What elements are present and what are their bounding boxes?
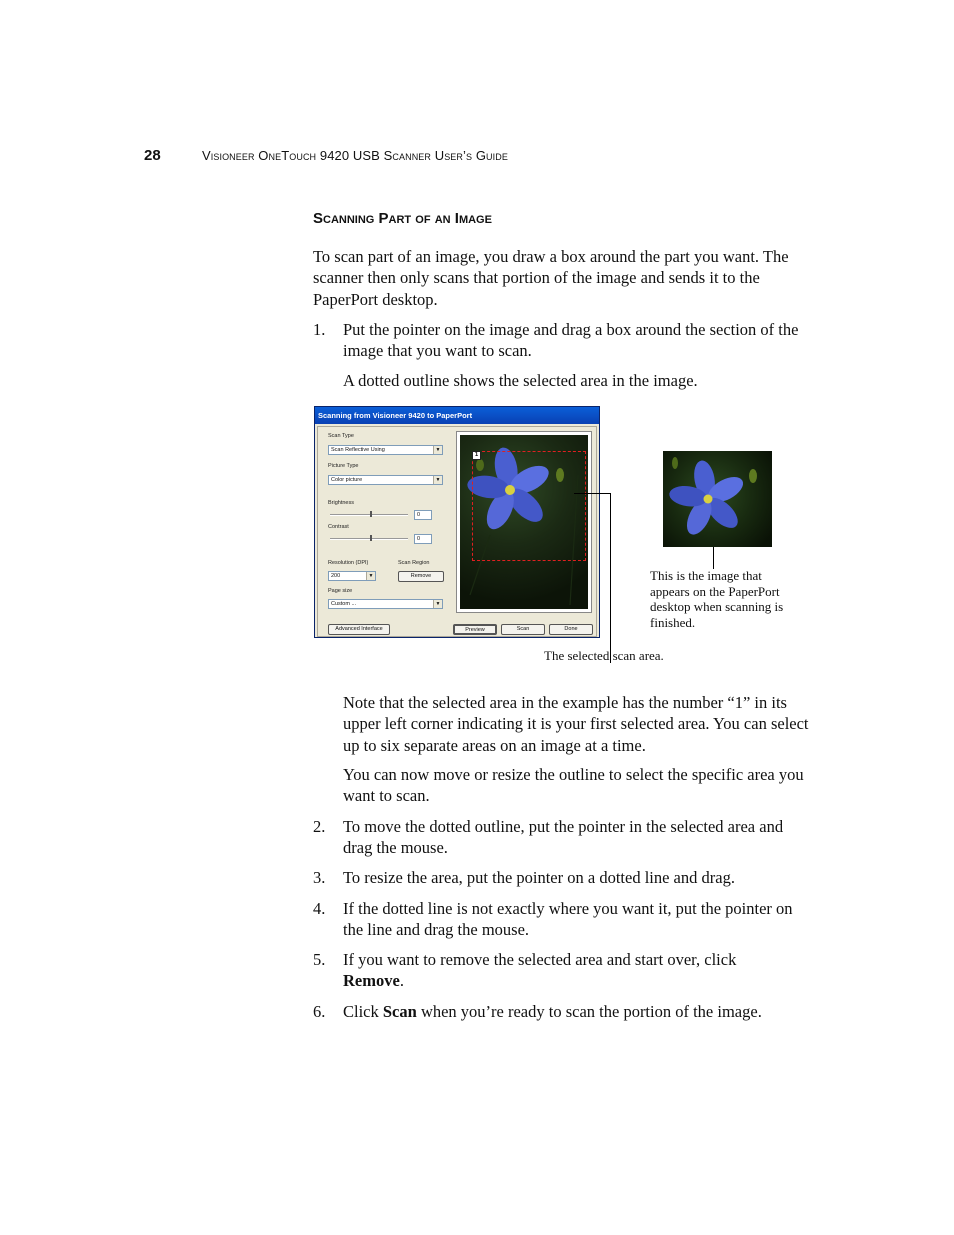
page-number: 28 (144, 147, 161, 164)
page-size-label: Page size (328, 588, 353, 594)
dialog-title: Scanning from Visioneer 9420 to PaperPort (315, 407, 599, 424)
intro-paragraph: To scan part of an image, you draw a box around the part you want. The scanner then only scans that portion of the image and sends it to the PaperPort desktop. (313, 247, 789, 309)
result-caption: This is the image that appears on the PaperPort desktop when scanning is finished. (650, 568, 784, 630)
selected-area-caption: The selected scan area. (544, 648, 664, 663)
resolution-label: Resolution (DPI) (328, 560, 369, 566)
scan-type-dropdown[interactable] (328, 445, 443, 455)
done-button[interactable]: Done (549, 624, 593, 635)
step-2-text: To move the dotted outline, put the pointer in the selected area and drag the mouse. (343, 817, 784, 858)
page-size-value: Custom ... (331, 601, 357, 607)
step-5-number: 5. (313, 950, 326, 969)
step-6-text-post: when you’re ready to scan the portion of the image. (416, 1002, 762, 1021)
scan-type-value: Scan Reflective Using (331, 447, 385, 453)
selection-callout-line-v (610, 493, 611, 663)
preview-button[interactable]: Preview (453, 624, 497, 635)
result-callout-line (713, 547, 714, 569)
step-4-text: If the dotted line is not exactly where you want it, put the pointer on the line and drag the mouse. (343, 899, 793, 940)
scan-region-label: Scan Region (398, 560, 430, 566)
brightness-label: Brightness (328, 500, 354, 506)
flower-icon (663, 451, 772, 547)
brightness-slider[interactable] (330, 514, 408, 516)
resolution-value: 200 (331, 573, 341, 579)
chevron-down-icon: ▼ (433, 476, 442, 484)
scan-term: Scan (382, 1002, 417, 1021)
preview-pane[interactable] (456, 431, 592, 613)
advanced-interface-button[interactable]: Advanced Interface (328, 624, 390, 635)
section-heading: Scanning Part of an Image (313, 210, 492, 227)
step-6-text (343, 1001, 809, 1022)
remove-button[interactable]: Remove (398, 571, 444, 582)
flower-preview-image (460, 435, 588, 609)
step-3-number: 3. (313, 868, 326, 887)
picture-type-label: Picture Type (328, 463, 359, 469)
scan-dialog-screenshot (314, 406, 600, 638)
selection-callout-line-h (574, 493, 611, 494)
step-6-number: 6. (313, 1002, 326, 1021)
step-1-text: Put the pointer on the image and drag a box around the section of the image that you want to scan. (343, 320, 799, 361)
step-2-number: 2. (313, 817, 326, 836)
step-5-text-pre: If you want to remove the selected area and start over, click (343, 950, 737, 969)
brightness-slider-thumb[interactable] (370, 511, 372, 517)
running-head: Visioneer OneTouch 9420 USB Scanner User’s Guide (202, 148, 508, 163)
step-6-text-pre: Click (343, 1002, 383, 1021)
contrast-slider-thumb[interactable] (370, 535, 372, 541)
contrast-label: Contrast (328, 524, 349, 530)
brightness-input[interactable]: 0 (414, 510, 432, 520)
chevron-down-icon: ▼ (366, 572, 375, 580)
step-4-number: 4. (313, 899, 326, 918)
contrast-input[interactable]: 0 (414, 534, 432, 544)
step-5-text-post: . (399, 971, 404, 991)
step-1-note: A dotted outline shows the selected area in the image. (343, 371, 698, 390)
resolution-dropdown[interactable] (328, 571, 376, 581)
dialog-body (317, 426, 597, 637)
scanned-result-image (663, 451, 772, 547)
page-size-dropdown[interactable] (328, 599, 443, 609)
picture-type-dropdown[interactable] (328, 475, 443, 485)
contrast-slider[interactable] (330, 538, 408, 540)
selection-number-badge: 1 (472, 451, 481, 460)
note-paragraph: Note that the selected area in the example has the number “1” in its upper left corner indicating it is your first selected area. You can select up to six separate areas on an image at a time. (343, 693, 809, 755)
chevron-down-icon: ▼ (433, 600, 442, 608)
remove-term: Remove (343, 971, 400, 991)
move-resize-paragraph: You can now move or resize the outline to select the specific area you want to scan. (343, 765, 804, 806)
chevron-down-icon: ▼ (433, 446, 442, 454)
picture-type-value: Color picture (331, 477, 363, 483)
scan-type-label: Scan Type (328, 433, 354, 439)
step-1-number: 1. (313, 320, 326, 339)
step-5-text (343, 949, 783, 992)
step-3-text: To resize the area, put the pointer on a dotted line and drag. (343, 868, 735, 887)
selection-outline[interactable] (472, 451, 586, 561)
scan-button[interactable]: Scan (501, 624, 545, 635)
